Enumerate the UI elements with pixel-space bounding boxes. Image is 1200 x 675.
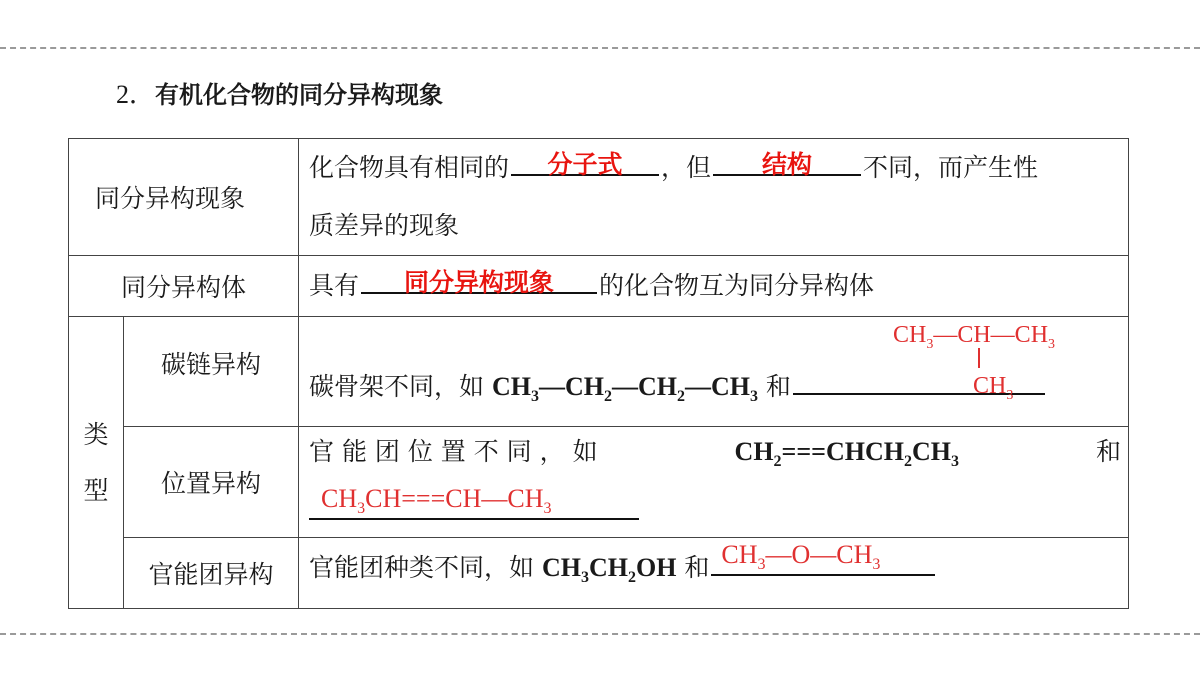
position-and: 和 <box>1095 437 1121 466</box>
blank-2-butene <box>309 484 639 520</box>
label-isomer-text: 同分异构体 <box>120 273 246 302</box>
isomerism-table <box>68 138 1128 595</box>
label-phenomenon <box>69 139 299 256</box>
answer-isomerism: 同分异构现象 <box>404 268 555 297</box>
label-types-2: 型 <box>83 475 109 505</box>
blank-isomerism <box>361 262 597 297</box>
label-position <box>124 427 299 538</box>
content-carbon-chain <box>299 317 1129 427</box>
label-types <box>69 317 124 609</box>
content-functional <box>299 538 1129 609</box>
label-carbon-chain-text: 碳链异构 <box>160 350 261 379</box>
bottom-dashed-divider <box>0 633 1200 635</box>
label-functional-text: 官能团异构 <box>148 560 274 590</box>
label-phenomenon-text: 同分异构现象 <box>95 184 246 213</box>
content-phenomenon <box>299 139 1129 256</box>
label-position-text: 位置异构 <box>160 469 261 499</box>
table-row-position <box>69 427 1129 538</box>
content-isomer <box>299 256 1129 317</box>
section-heading: 有机化合物的同分异构现象 <box>155 81 444 109</box>
blank-structure <box>713 144 861 179</box>
table-row-carbon-chain <box>69 317 1129 427</box>
position-text: 官 能 团 位 置 不 同 ， 如 <box>309 437 598 466</box>
functional-and: 和 <box>684 553 710 583</box>
phenomenon-text-4: 质差异的现象 <box>309 211 460 240</box>
answer-isobutane-top: $CH_3—CH—CH_3$ <box>893 322 1056 352</box>
formula-butane: $CH_3—CH_2—CH_2—CH_3$ <box>491 371 758 405</box>
formula-ethanol: $CH_3CH_2OH$ <box>541 553 677 587</box>
answer-2-butene: $CH_3CH===CH—CH_3$ <box>321 484 552 518</box>
isomer-text-1: 具有 <box>309 271 360 300</box>
formula-1-butene: $CH_2===CHCH_2CH_3$ <box>734 437 959 471</box>
label-types-1: 类 <box>83 419 109 449</box>
blank-molecular-formula <box>511 144 659 179</box>
answer-isobutane-bond <box>978 348 980 368</box>
top-dashed-divider <box>0 47 1200 49</box>
section-title <box>116 78 443 112</box>
phenomenon-text-3: 不同，而产生性 <box>863 153 1039 182</box>
table-row-phenomenon <box>69 139 1129 256</box>
carbon-chain-and: 和 <box>765 371 791 401</box>
content-position <box>299 427 1129 538</box>
answer-molecular-formula: 分子式 <box>547 150 623 179</box>
label-isomer <box>69 256 299 317</box>
phenomenon-text-1: 化合物具有相同的 <box>309 153 510 182</box>
table-row-isomer <box>69 256 1129 317</box>
label-functional <box>124 538 299 609</box>
answer-dimethyl-ether: $CH_3—O—CH_3$ <box>721 540 881 574</box>
answer-structure: 结构 <box>762 150 813 179</box>
isomer-text-2: 的化合物互为同分异构体 <box>599 271 875 300</box>
section-number: 2． <box>116 80 156 109</box>
blank-dimethyl-ether <box>711 540 935 576</box>
phenomenon-text-2: ，但 <box>661 153 712 182</box>
carbon-chain-text: 碳骨架不同，如 <box>309 371 485 401</box>
answer-isobutane-bottom: $CH_3$ <box>973 373 1014 403</box>
functional-text: 官能团种类不同，如 <box>309 553 535 583</box>
label-carbon-chain <box>124 317 299 427</box>
table-row-functional <box>69 538 1129 609</box>
